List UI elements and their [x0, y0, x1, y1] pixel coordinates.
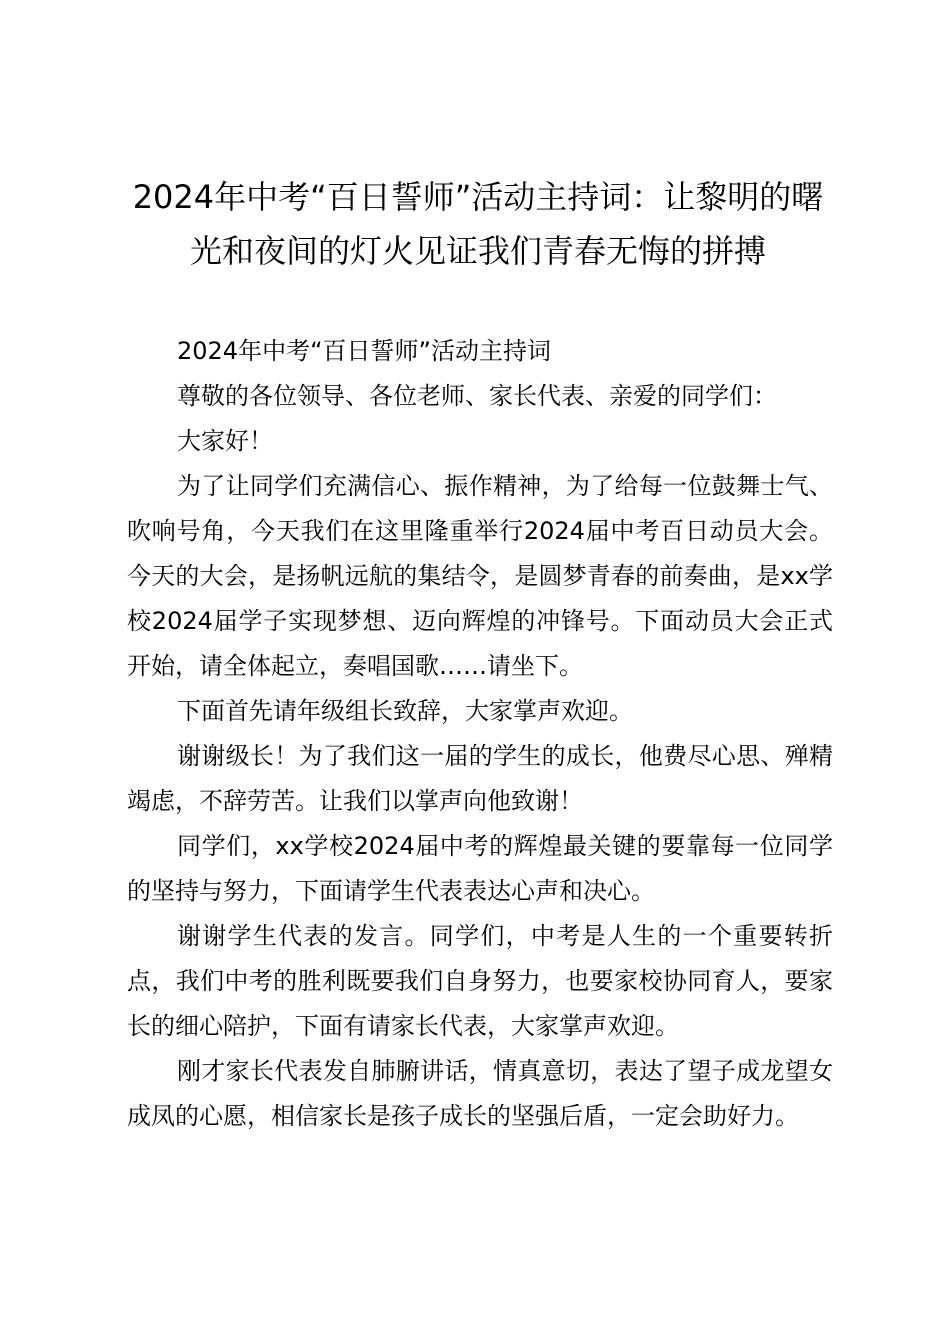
paragraph-greeting: 大家好！	[177, 427, 273, 455]
document-title: 2024年中考“百日誓师”活动主持词：让黎明的曙光和夜间的灯火见证我们青春无悔的拼搏	[132, 178, 824, 270]
document-body	[127, 329, 833, 1139]
paragraph-salutation: 尊敬的各位领导、各位老师、家长代表、亲爱的同学们：	[177, 382, 777, 410]
paragraph-student-rep: 同学们，xx学校2024届中考的辉煌最关键的要靠每一位同学的坚持与努力，下面请学生代表表达心声和决心。	[127, 832, 833, 905]
paragraph-grade-leader: 下面首先请年级组长致辞，大家掌声欢迎。	[177, 697, 633, 725]
paragraph-subtitle: 2024年中考“百日誓师”活动主持词	[177, 337, 551, 365]
paragraph-parent-rep: 谢谢学生代表的发言。同学们，中考是人生的一个重要转折点，我们中考的胜利既要我们自身努力，也要家校协同育人，要家长的细心陪护，下面有请家长代表，大家掌声欢迎。	[127, 922, 833, 1040]
paragraph-parent-thanks: 刚才家长代表发自肺腑讲话，情真意切，表达了望子成龙望女成凤的心愿，相信家长是孩子成长的坚强后盾，一定会助好力。	[127, 1057, 833, 1130]
paragraph-thanks-leader: 谢谢级长！为了我们这一届的学生的成长，他费尽心思、殚精竭虑，不辞劳苦。让我们以掌声向他致谢！	[127, 742, 833, 815]
paragraph-opening: 为了让同学们充满信心、振作精神，为了给每一位鼓舞士气、吹响号角，今天我们在这里隆重举行2024届中考百日动员大会。今天的大会，是扬帆远航的集结令，是圆梦青春的前奏曲，是xx学校2024届学子实现梦想、迈向辉煌的冲锋号。下面动员大会正式开始，请全体起立，奏唱国歌……请坐下。	[127, 472, 833, 680]
